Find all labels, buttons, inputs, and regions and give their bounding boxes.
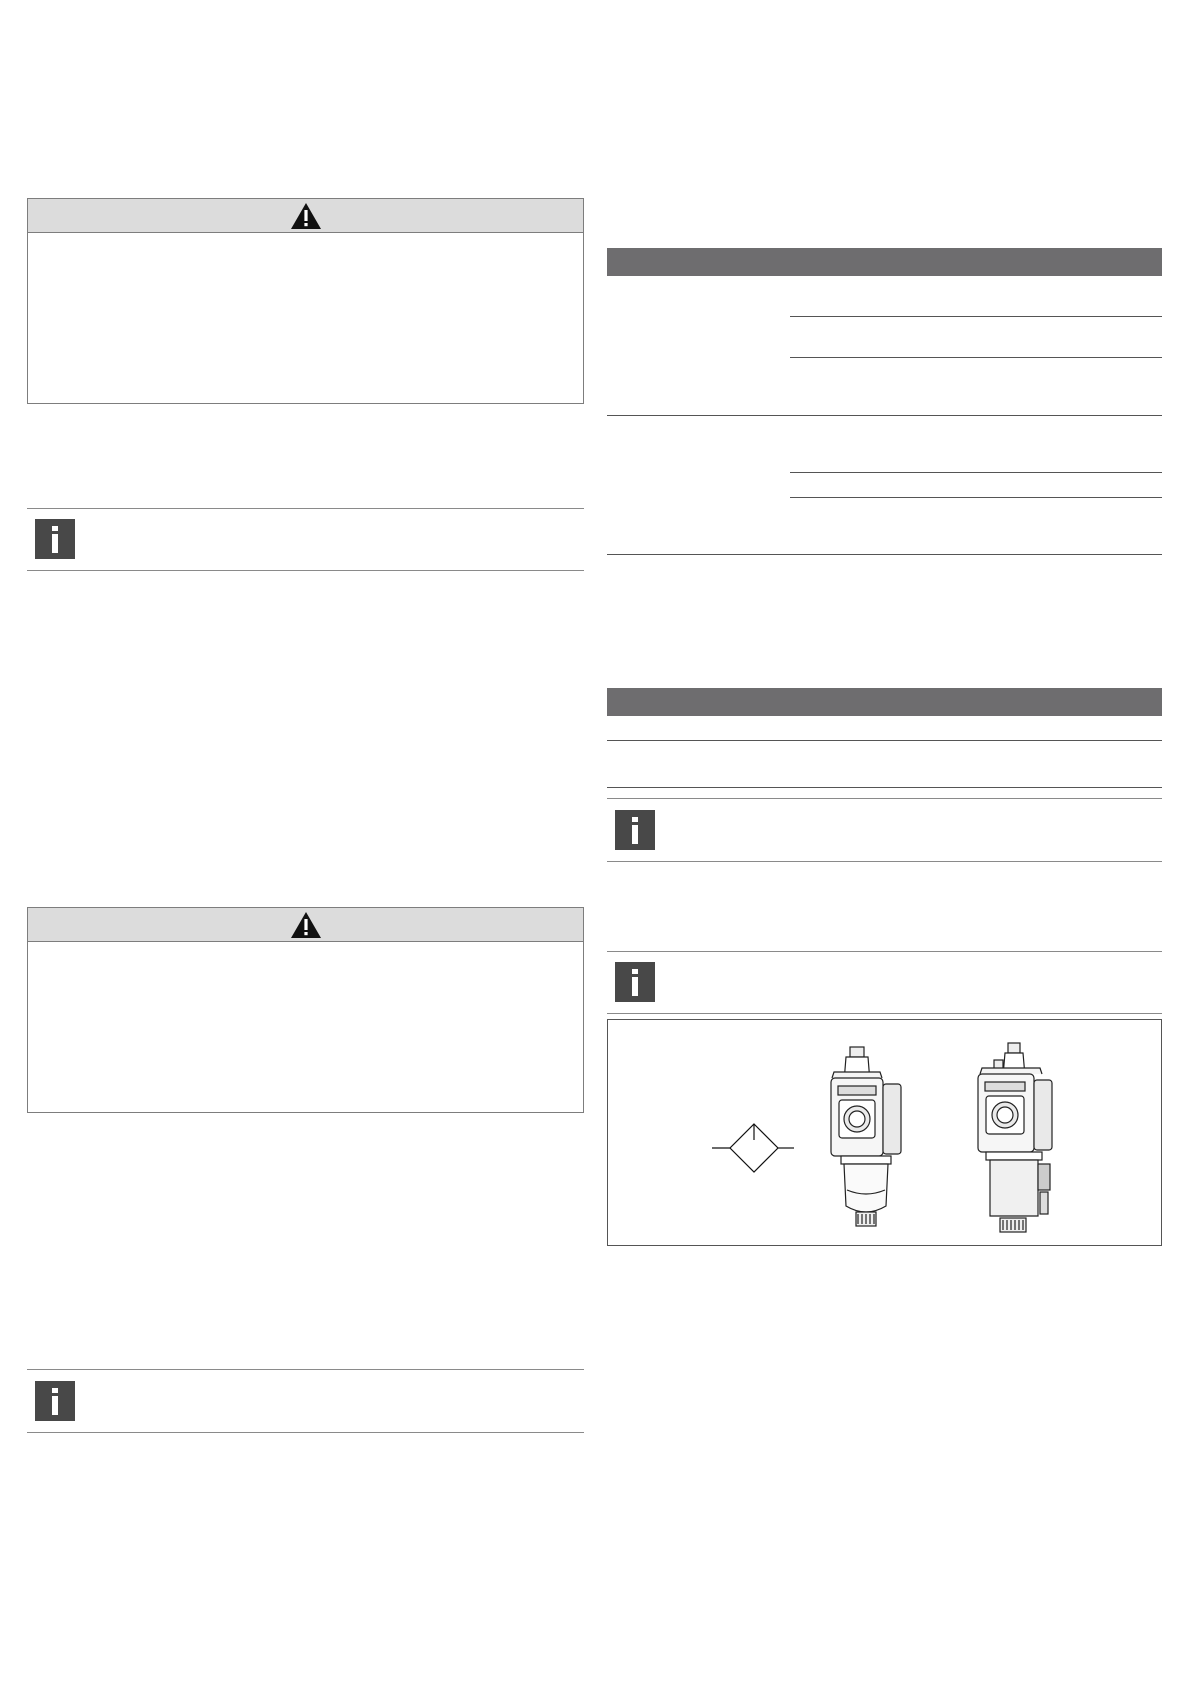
info-icon <box>35 1381 75 1421</box>
filter-symbol <box>712 1124 794 1172</box>
table-row-divider <box>790 357 1162 358</box>
product-illustration <box>608 1020 1161 1245</box>
filter-device-clear-bowl <box>831 1047 901 1226</box>
warning-box <box>27 198 584 404</box>
table-header <box>607 688 1162 716</box>
filter-device-metal-bowl <box>978 1043 1052 1232</box>
warning-header <box>28 908 583 942</box>
warning-triangle-icon <box>290 202 322 230</box>
warning-box <box>27 907 584 1113</box>
table-header <box>607 248 1162 276</box>
warning-triangle-icon <box>290 911 322 939</box>
table-row-divider <box>790 497 1162 498</box>
info-note <box>27 508 584 571</box>
table-row-divider <box>790 316 1162 317</box>
table-row-divider <box>607 787 1162 788</box>
product-figure <box>607 1019 1162 1246</box>
table-row-divider <box>607 415 1162 416</box>
warning-header <box>28 199 583 233</box>
table-row-divider <box>607 554 1162 555</box>
info-note <box>27 1369 584 1433</box>
info-icon <box>35 519 75 559</box>
info-icon <box>615 962 655 1002</box>
table-row-divider <box>607 740 1162 741</box>
table-row-divider <box>790 472 1162 473</box>
info-note <box>607 798 1162 862</box>
info-icon <box>615 810 655 850</box>
info-note <box>607 951 1162 1014</box>
